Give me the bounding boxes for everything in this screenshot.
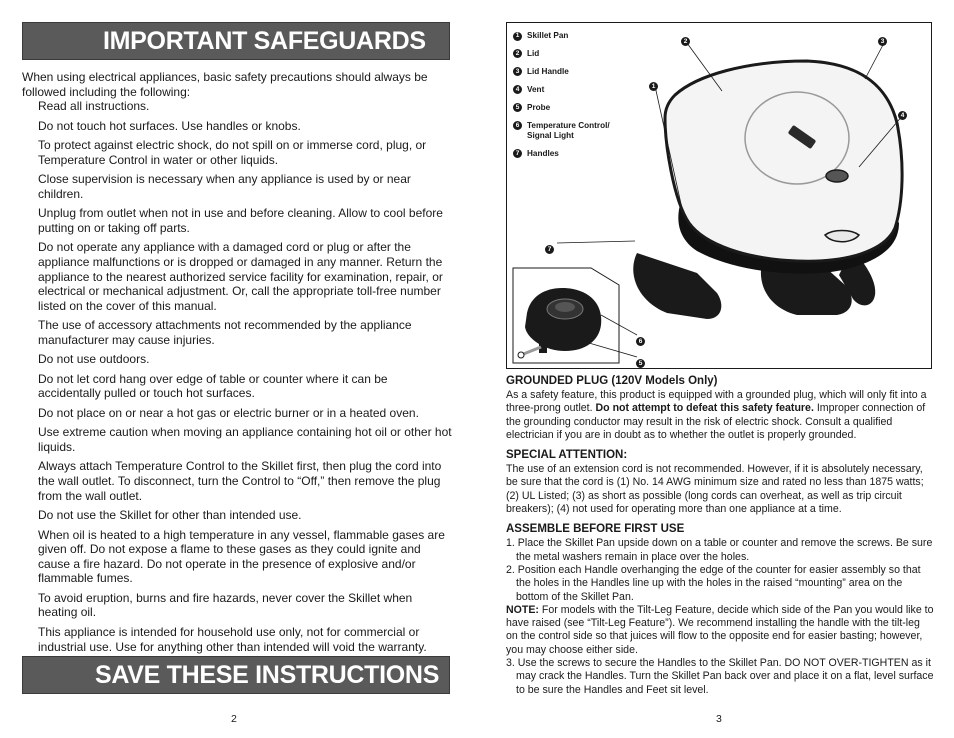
legend-number: 3 [513,67,522,76]
safeguard-item: Do not operate any appliance with a damaged cord or plug or after the appliance malfunctions or is dropped or damaged in any manner. Return the appliance to the nearest authorized service facility for examination, repair, or electrical or mechanical adjustment. Or, call the appropriate toll-free number listed on the cover of this manual. [38,240,443,313]
important-safeguards-banner: IMPORTANT SAFEGUARDS [22,22,450,60]
skillet-diagram [506,22,932,369]
assemble-steps [506,537,934,603]
safeguard-item: When oil is heated to a high temperature in any vessel, flammable gases are given off. Do not expose a flame to these gases as they could ignite and cause a fire hazard. Do not operate in the presence of explosive and/or flammable fumes. [38,527,445,586]
safeguard-item: This appliance is intended for household use only, not for commercial or industrial use. Use for anything other than intended will void the warranty. [38,624,427,654]
grounded-plug-text: As a safety feature, this product is equipped with a grounded plug, which will only fit into a three-prong outlet. Do not attempt to defeat this safety feature. Improper connection of the grounding conductor may result in the risk of electric shock. Consult a qualified electrician if you are in doubt as to whether the outlet is properly grounded. [506,389,927,441]
legend-label: Lid Handle [527,66,569,76]
callout-probe: 5 [636,352,645,369]
safeguard-item: Do not place on or near a hot gas or electric burner or in a heated oven. [38,405,419,420]
legend-label: Probe [527,102,551,112]
assemble-heading: ASSEMBLE BEFORE FIRST USE [506,523,685,536]
safeguard-item: Always attach Temperature Control to the Skillet first, then plug the cord into the wall outlet. To disconnect, turn the Control to “Off,” then remove the plug from the wall outlet. [38,459,442,503]
legend-label: Handles [527,148,559,158]
page-number-right: 3 [716,713,722,725]
right-page-text [506,374,934,703]
special-attention-heading: SPECIAL ATTENTION: [506,449,628,462]
legend-number: 6 [513,121,522,130]
assemble-note: NOTE: For models with the Tilt-Leg Feature, decide which side of the Pan you would like to have raised (see “Tilt-Leg Feature”). We recommend installing the handle with the tilt-leg on the control side so that juices will flow to the opposite end for easier basting; however, you may choose either side. [506,603,934,656]
vent-knob [826,170,848,182]
callout-handles: 7 [545,238,554,256]
safeguard-item: Do not touch hot surfaces. Use handles or knobs. [38,118,301,133]
legend-label: Skillet Pan [527,31,569,40]
legend-label: Vent [527,84,545,94]
safeguard-item: Do not use the Skillet for other than intended use. [38,508,302,523]
assemble-step: 1. Place the Skillet Pan upside down on a table or counter and remove the screws. Be sure the metal washers remain in place over the holes. [506,537,933,563]
legend-number: 1 [513,32,522,41]
special-attention-section [506,448,934,516]
callout-lid: 2 [681,30,690,48]
assemble-steps-cont [506,657,934,697]
safeguards-intro: When using electrical appliances, basic safety precautions should always be followed including the following: [22,70,428,99]
grounded-plug-heading: GROUNDED PLUG (120V Models Only) [506,375,718,387]
skillet-lid [665,61,902,261]
assemble-section [506,522,934,697]
grounded-plug-section [506,374,934,442]
safeguard-item: To avoid eruption, burns and fire hazards, never cover the Skillet when heating oil. [38,590,413,620]
safeguard-item: To protect against electric shock, do not spill on or immerse cord, plug, or Temperature Control in water or other liquids. [38,138,427,167]
callout-vent: 4 [898,104,907,122]
legend-number: 2 [513,49,522,58]
legend-label: Temperature Control/ Signal Light [527,120,610,140]
callout-lid-handle: 3 [878,30,887,48]
safeguard-item: The use of accessory attachments not recommended by the appliance manufacturer may cause injuries. [38,318,412,347]
safeguard-item: Do not let cord hang over edge of table or counter where it can be accidentally pulled or touch hot surfaces. [38,371,388,401]
page-number-left: 2 [231,713,237,725]
safeguard-item: Close supervision is necessary when any appliance is used by or near children. [38,172,411,201]
legend-number: 5 [513,103,522,112]
callout-temperature-control: 6 [636,330,645,348]
save-instructions-banner: SAVE THESE INSTRUCTIONS [22,656,450,694]
assemble-step: 2. Position each Handle overhanging the edge of the counter for easier assembly so that the holes in the Handles line up with the holes in the raised “mounting” area on the bottom of the Skillet Pan. [506,563,921,603]
legend-label: Lid [527,48,540,58]
safeguard-item: Use extreme caution when moving an appliance containing hot oil or other hot liquids. [38,425,452,454]
legend-number: 7 [513,149,522,158]
assemble-step: 3. Use the screws to secure the Handles to the Skillet Pan. DO NOT OVER-TIGHTEN as it may crack the Handles. Turn the Skillet Pan back over and place it on a flat, level surface to be sure the Handles and Feet sit level. [506,657,934,696]
safeguard-item: Read all instructions. [38,99,150,114]
legend-number: 4 [513,85,522,94]
safeguard-item: Do not use outdoors. [38,352,150,367]
callout-skillet-pan: 1 [649,75,658,93]
safeguards-list [38,99,452,654]
left-page [22,22,450,659]
skillet-illustration [507,23,932,369]
safeguard-item: Unplug from outlet when not in use and before cleaning. Allow to cool before putting on or taking off parts. [38,206,443,235]
special-attention-text: The use of an extension cord is not recommended. However, if it is absolutely necessary, be sure that the cord is (1) No. 14 AWG minimum size and rated no less than 1875 watts; (2) UL Listed; (3) as short as possible (long cords can overheat, as well as trip circuit breakers); (4) not used for operating more than one appliance at a time. [506,463,924,516]
